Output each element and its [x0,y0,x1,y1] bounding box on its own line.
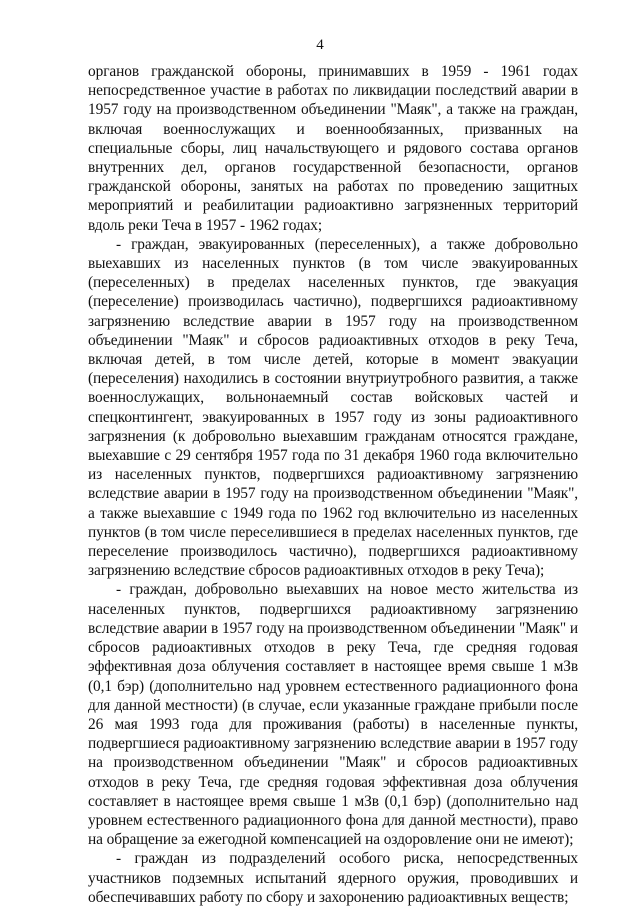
paragraph-continuation: органов гражданской обороны, принимавших в 1959 - 1961 годах непосредственное участие в работах по ликвидации последствий аварии в 1957 году на производственном объединении "Маяк", а также на граждан, включая военнослужащих и военнообязанных, призванных на специальные сборы, лиц начальствующего и рядового состава органов внутренних дел, органов государственной безопасности, органов гражданской обороны, занятых на работах по проведению защитных мероприятий и реабилитации радиоактивно загрязненных территорий вдоль реки Теча в 1957 - 1962 годах; [88,63,578,234]
paragraph-special-risk-units: - граждан из подразделений особого риска, непосредственных участников подземных испытаний ядерного оружия, проводивших и обеспечивавших работу по сбору и захоронению радиоактивных веществ; [88,850,578,906]
paragraph-evacuated-citizens: - граждан, эвакуированных (переселенных), а также добровольно выехавших из населенных пунктов (в том числе эвакуированных (переселенных) в пределах населенных пунктов, где эвакуация (переселение) производилась частично), подвергшихся радиоактивному загрязнению вследствие аварии в 1957 году на производственном объединении "Маяк" и сбросов радиоактивных отходов в реку Теча, включая детей, в том числе детей, которые в момент эвакуации (переселения) находились в состоянии внутриутробного развития, а также военнослужащих, вольнонаемный состав войсковых частей и спецконтингент, эвакуированных в 1957 году из зоны радиоактивного загрязнения (к добровольно выехавшим гражданам относятся граждане, выехавшие с 29 сентября 1957 года по 31 декабря 1960 года включительно из населенных пунктов, подвергшихся радиоактивному загрязнению вследствие аварии в 1957 году на производственном объединении "Маяк", а также выехавшие с 1949 года по 1962 год включительно из населенных пунктов (в том числе переселившиеся в пределах населенных пунктов, где переселение производилось частично), подвергшихся радиоактивному загрязнению вследствие сбросов радиоактивных отходов в реку Теча); [88,235,578,580]
document-body [88,62,578,907]
paragraph-voluntarily-relocated: - граждан, добровольно выехавших на новое место жительства из населенных пунктов, подвергшихся радиоактивному загрязнению вследствие аварии в 1957 году на производственном объединении "Маяк" и сбросов радиоактивных отходов в реку Теча, где средняя годовая эффективная доза облучения составляет в настоящее время свыше 1 мЗв (0,1 бэр) (дополнительно над уровнем естественного радиационного фона для данной местности) (в случае, если указанные граждане прибыли после 26 мая 1993 года для проживания (работы) в населенные пункты, подвергшиеся радиоактивному загрязнению вследствие аварии в 1957 году на производственном объединении "Маяк" и сбросов радиоактивных отходов в реку Теча, где средняя годовая эффективная доза облучения составляет в настоящее время свыше 1 мЗв (0,1 бэр) (дополнительно над уровнем естественного радиационного фона для данной местности), право на обращение за ежегодной компенсацией на оздоровление они не имеют); [88,581,578,849]
page-number: 4 [316,37,324,53]
